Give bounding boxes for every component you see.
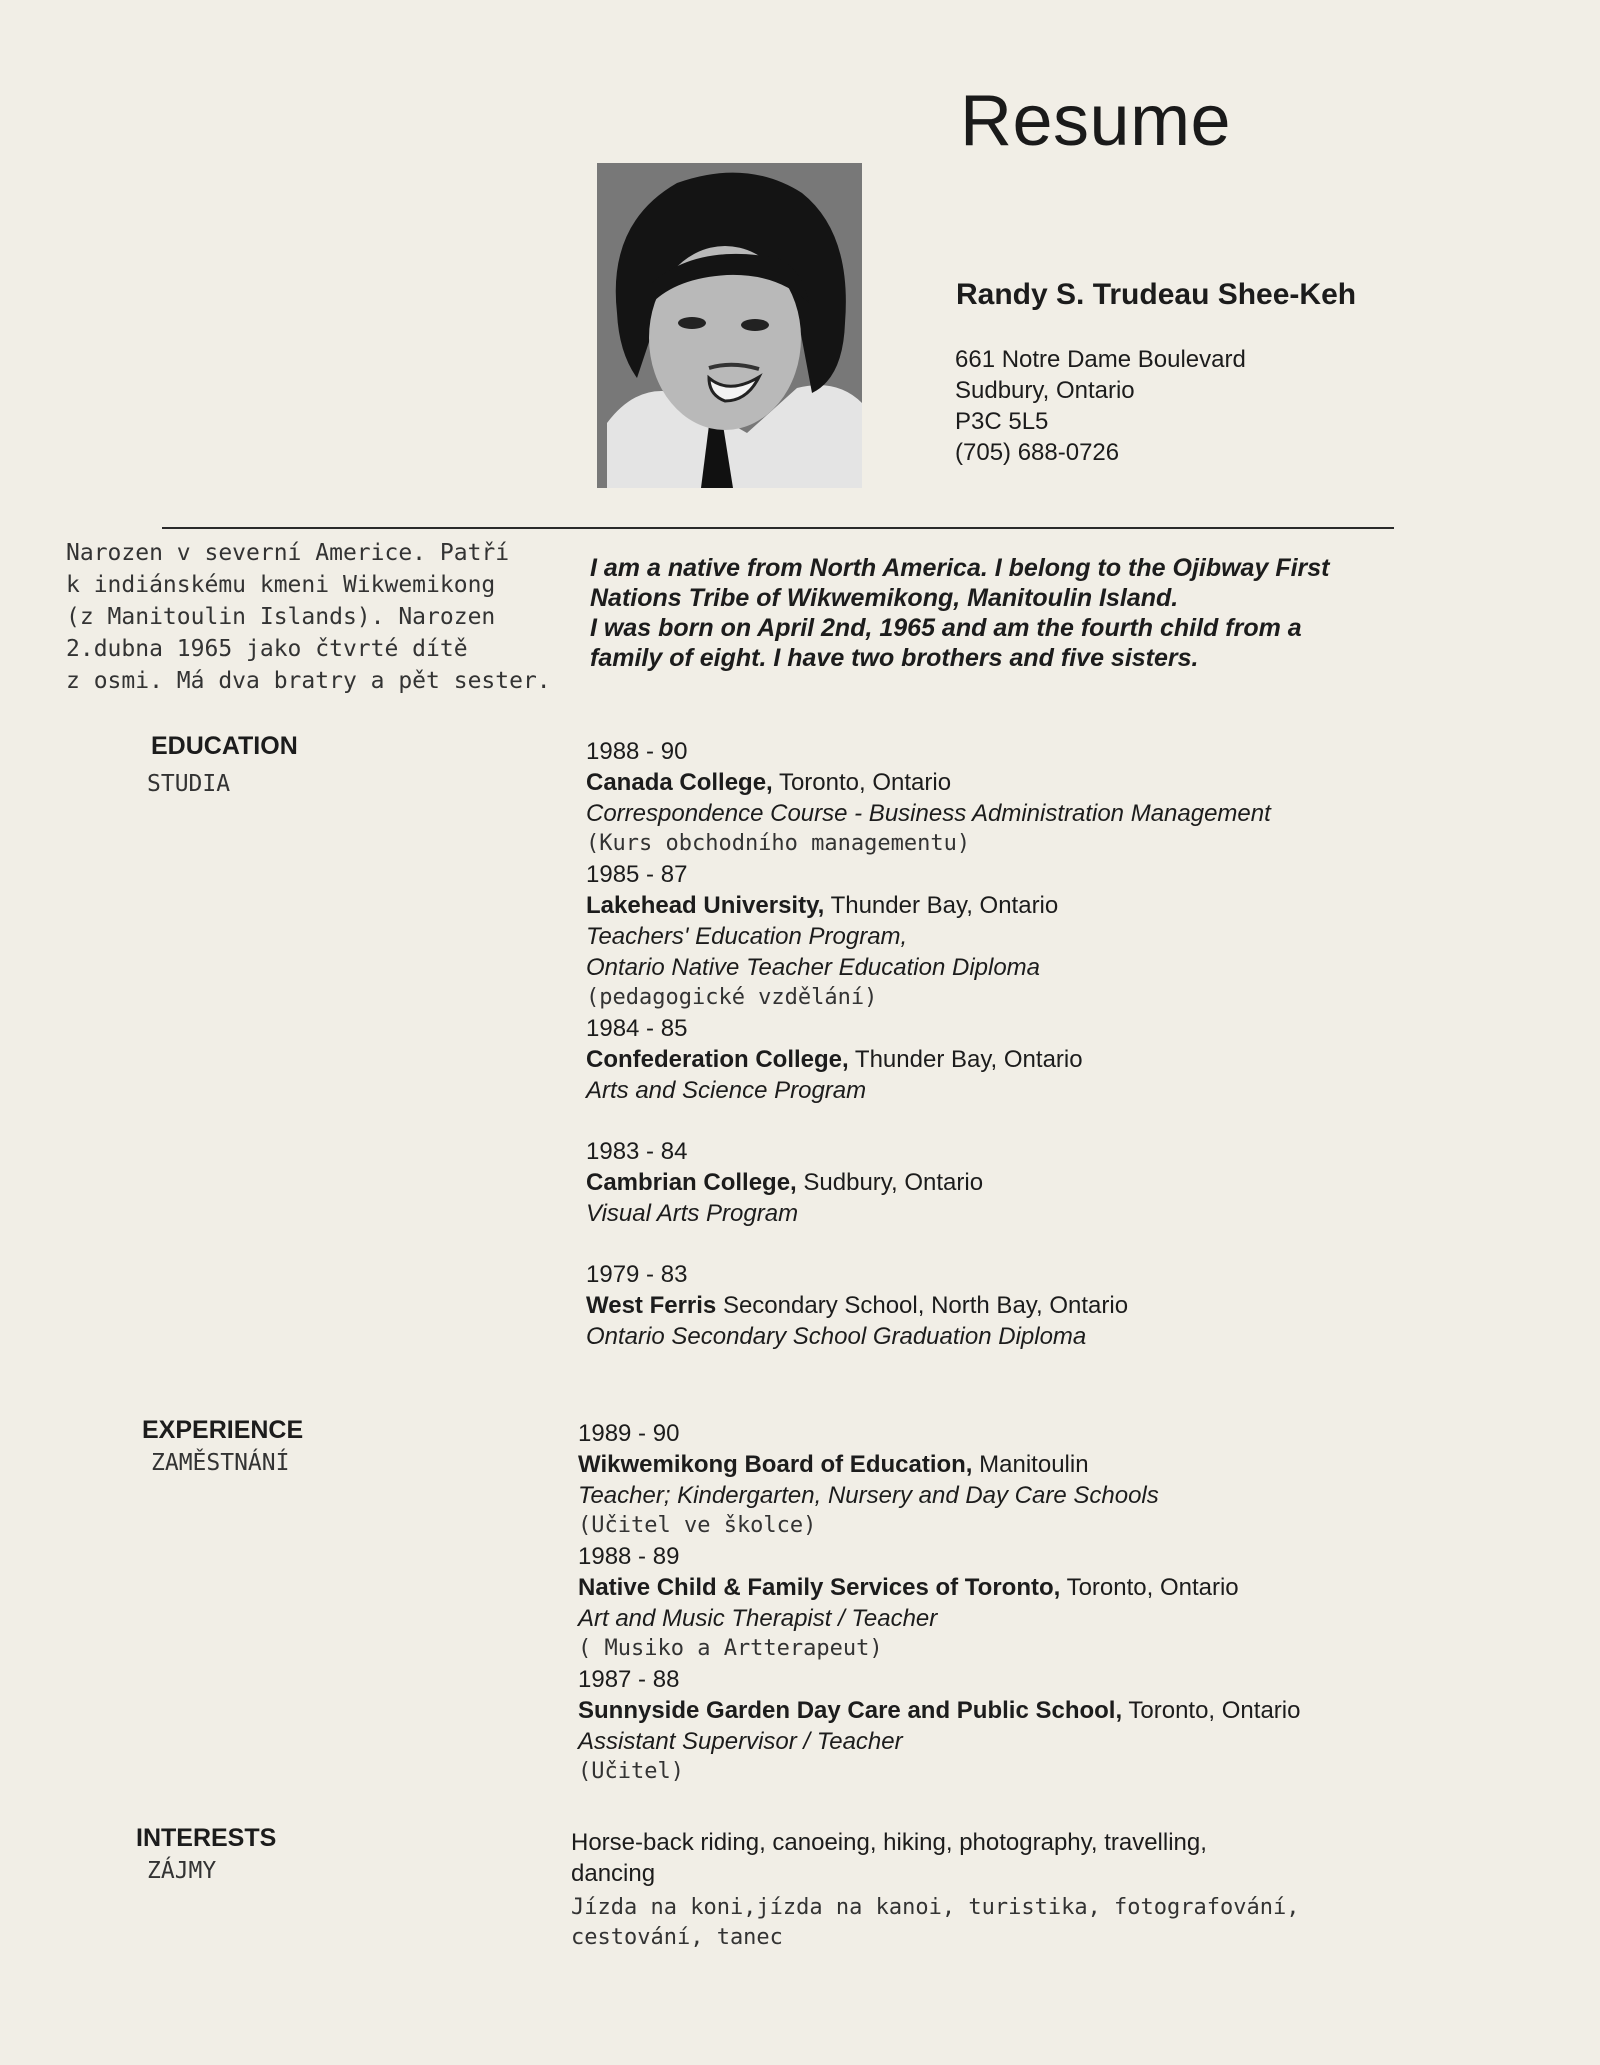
organization-name: Sunnyside Garden Day Care and Public School, bbox=[578, 1697, 1123, 1724]
address-city: Sudbury, Ontario bbox=[955, 377, 1135, 404]
institution-location: Thunder Bay, Ontario bbox=[848, 1046, 1083, 1073]
entry-program: Visual Arts Program bbox=[586, 1200, 799, 1227]
institution-name: Canada College, bbox=[586, 769, 773, 796]
entry-institution bbox=[586, 1044, 1271, 1075]
interests-list bbox=[571, 1827, 1299, 1953]
education-entry bbox=[586, 1259, 1271, 1352]
interests-line: dancing bbox=[571, 1860, 656, 1887]
portrait-photo bbox=[597, 163, 862, 488]
interests-heading: INTERESTS bbox=[136, 1824, 277, 1852]
experience-entry bbox=[578, 1664, 1300, 1787]
education-entry bbox=[586, 1136, 1271, 1229]
entry-years: 1985 - 87 bbox=[586, 861, 688, 888]
applicant-name: Randy S. Trudeau Shee-Keh bbox=[956, 278, 1357, 311]
entry-years: 1983 - 84 bbox=[586, 1138, 688, 1165]
organization-name: Native Child & Family Services of Toronto, bbox=[578, 1574, 1061, 1601]
entry-czech-note: (Kurs obchodního managementu) bbox=[586, 831, 971, 856]
organization-location: Manitoulin bbox=[972, 1451, 1089, 1478]
institution-location: Secondary School, North Bay, Ontario bbox=[716, 1292, 1129, 1319]
entry-program: Teachers' Education Program, bbox=[586, 923, 908, 950]
entry-organization bbox=[578, 1572, 1300, 1603]
entry-role: Assistant Supervisor / Teacher bbox=[578, 1728, 903, 1755]
interests-czech-line: cestování, tanec bbox=[571, 1925, 783, 1950]
experience-heading-cz: ZAMĚSTNÁNÍ bbox=[151, 1450, 290, 1476]
entry-program: Ontario Native Teacher Education Diploma bbox=[586, 954, 1041, 981]
entry-years: 1984 - 85 bbox=[586, 1015, 688, 1042]
education-list bbox=[586, 736, 1271, 1352]
education-entry bbox=[586, 859, 1271, 1013]
entry-program: Correspondence Course - Business Administration Management bbox=[586, 800, 1271, 827]
entry-institution bbox=[586, 1167, 1271, 1198]
bio-english-line: family of eight. I have two brothers and five sisters. bbox=[590, 644, 1199, 672]
entry-czech-note: (Učitel) bbox=[578, 1759, 684, 1784]
entry-czech-note: ( Musiko a Artterapeut) bbox=[578, 1636, 883, 1661]
institution-name: West Ferris bbox=[586, 1292, 717, 1319]
bio-czech-line: Narozen v severní Americe. Patří bbox=[66, 540, 510, 566]
experience-heading: EXPERIENCE bbox=[142, 1416, 304, 1444]
organization-location: Toronto, Ontario bbox=[1122, 1697, 1301, 1724]
portrait-image bbox=[597, 163, 862, 488]
bio-english-line: I am a native from North America. I belong to the Ojibway First bbox=[590, 554, 1330, 582]
experience-entry bbox=[578, 1418, 1300, 1541]
entry-role: Teacher; Kindergarten, Nursery and Day Care Schools bbox=[578, 1482, 1159, 1509]
bio-english-line: I was born on April 2nd, 1965 and am the fourth child from a bbox=[590, 614, 1302, 642]
education-heading: EDUCATION bbox=[151, 732, 298, 760]
institution-location: Thunder Bay, Ontario bbox=[824, 892, 1059, 919]
entry-institution bbox=[586, 890, 1271, 921]
address-street: 661 Notre Dame Boulevard bbox=[955, 346, 1246, 373]
experience-entry bbox=[578, 1541, 1300, 1664]
address-postal-code: P3C 5L5 bbox=[955, 408, 1049, 435]
bio-czech-line: (z Manitoulin Islands). Narozen bbox=[66, 604, 496, 630]
organization-name: Wikwemikong Board of Education, bbox=[578, 1451, 973, 1478]
entry-years: 1988 - 89 bbox=[578, 1543, 680, 1570]
contact-address bbox=[955, 344, 1246, 468]
institution-name: Confederation College, bbox=[586, 1046, 849, 1073]
entry-czech-note: (Učitel ve školce) bbox=[578, 1513, 817, 1538]
entry-institution bbox=[586, 1290, 1271, 1321]
entry-organization bbox=[578, 1449, 1300, 1480]
entry-years: 1987 - 88 bbox=[578, 1666, 680, 1693]
bio-english-line: Nations Tribe of Wikwemikong, Manitoulin Island. bbox=[590, 584, 1179, 612]
education-heading-cz: STUDIA bbox=[147, 771, 231, 797]
institution-location: Sudbury, Ontario bbox=[796, 1169, 984, 1196]
entry-years: 1988 - 90 bbox=[586, 738, 688, 765]
entry-program: Arts and Science Program bbox=[586, 1077, 867, 1104]
address-phone: (705) 688-0726 bbox=[955, 439, 1120, 466]
institution-name: Cambrian College, bbox=[586, 1169, 797, 1196]
bio-czech bbox=[66, 537, 551, 697]
interests-line: Horse-back riding, canoeing, hiking, photography, travelling, bbox=[571, 1829, 1207, 1856]
interests-heading-cz: ZÁJMY bbox=[147, 1858, 217, 1884]
page-title: Resume bbox=[960, 81, 1232, 161]
bio-czech-line: 2.dubna 1965 jako čtvrté dítě bbox=[66, 636, 468, 662]
entry-program: Ontario Secondary School Graduation Diploma bbox=[586, 1323, 1087, 1350]
institution-name: Lakehead University, bbox=[586, 892, 825, 919]
entry-years: 1989 - 90 bbox=[578, 1420, 680, 1447]
entry-years: 1979 - 83 bbox=[586, 1261, 688, 1288]
bio-czech-line: z osmi. Má dva bratry a pět sester. bbox=[66, 668, 551, 694]
education-entry bbox=[586, 736, 1271, 859]
education-entry bbox=[586, 1013, 1271, 1106]
organization-location: Toronto, Ontario bbox=[1060, 1574, 1239, 1601]
entry-organization bbox=[578, 1695, 1300, 1726]
institution-location: Toronto, Ontario bbox=[772, 769, 952, 796]
bio-czech-line: k indiánskému kmeni Wikwemikong bbox=[66, 572, 496, 598]
entry-institution bbox=[586, 767, 1271, 798]
interests-czech-line: Jízda na koni,jízda na kanoi, turistika, fotografování, bbox=[571, 1895, 1300, 1920]
header-divider bbox=[162, 527, 1394, 529]
bio-english bbox=[590, 553, 1330, 673]
entry-czech-note: (pedagogické vzdělání) bbox=[586, 985, 878, 1010]
experience-list bbox=[578, 1418, 1300, 1787]
entry-role: Art and Music Therapist / Teacher bbox=[578, 1605, 938, 1632]
